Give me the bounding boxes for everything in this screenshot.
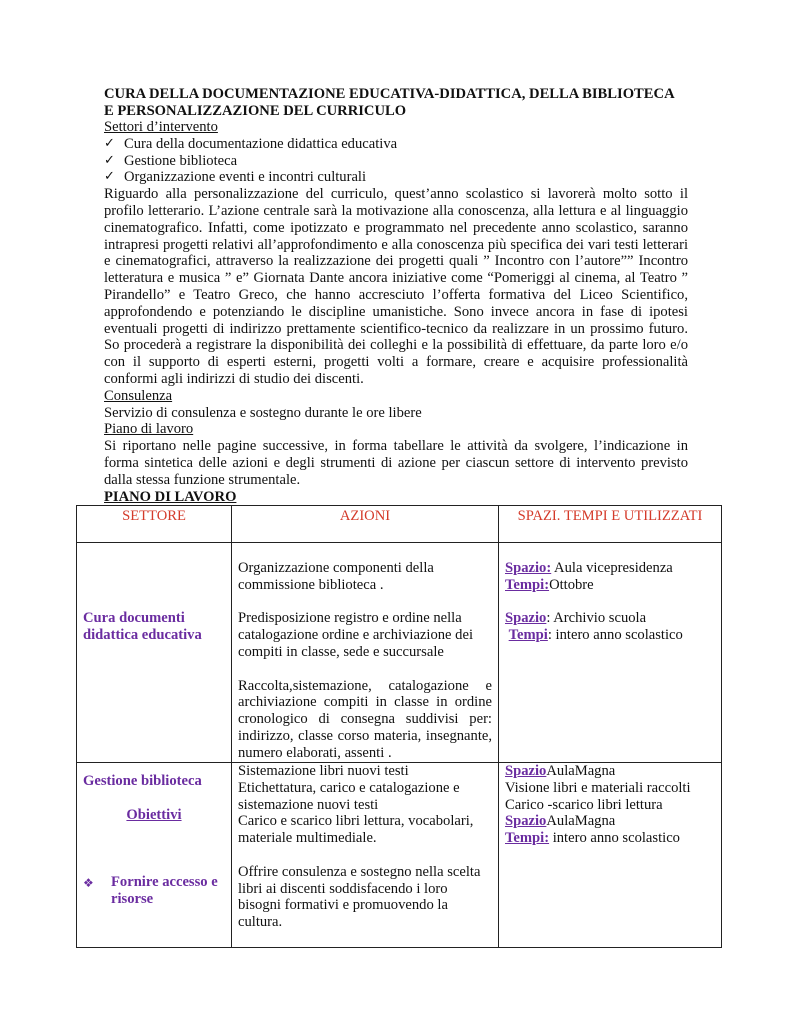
body-paragraph: Riguardo alla personalizzazione del curriculo, quest’anno scolastico si lavorerà molto sotto il profilo letterario. L’azione centrale sarà la motivazione alla conoscenza, alla lettura e al linguaggio cinematografico. Infatti, come ipotizzato e programmato nel precedente anno scolastico, saranno intrapresi progetti relativi all’approfondimento e alla conoscenza più specifica dei vari testi letterari e cinematografici, attraverso la realizzazione dei progetti quali ” Incontro con l’autore”” Incontro letteratura e musica ” e” Giornata Dante ancora iniziative come “Pomeriggi al cinema, al Teatro ” Pirandello” e Teatro Greco, che hanno accresciuto l’offerta formativa del Liceo Scientifico, approfondendo e potenziando le discipline umanistiche. Sono invece ancora in fase di ipotesi eventuali progetti di indirizzo prettamente scientifico-tecnico da realizzare in un prossimo futuro. So procederà a registrare la disponibilità dei colleghi e la possibilità di effettuare, da parte loro e/o con il supporto di esperti esterni, progetti volti a formare, creare e acquisire professionalità conformi agli indirizzi di studio dei discenti. (104, 186, 688, 387)
azione-text: Sistemazione libri nuovi testi (238, 763, 409, 779)
check-icon: ✓ (104, 152, 115, 168)
azione-text: Offrire consulenza e sostegno nella scelta libri ai discenti soddisfacendo i loro bisogni formativi e promuovendo la cultura. (238, 863, 481, 931)
tempi-label: Tempi (508, 627, 548, 644)
obiettivi-label: Obiettivi (126, 806, 182, 823)
azione-text: Raccolta,sistemazione, catalogazione e archiviazione compiti in classe in ordine cronologico di consegna suddivisi per: indirizzo, classe corso materia, insegnante, numero elaborati, assenti . (238, 677, 492, 761)
azione-text: Organizzazione componenti della commissione biblioteca . (238, 560, 434, 593)
piano-heading: Piano di lavoro (104, 421, 194, 438)
spazio-label: Spazio (505, 813, 547, 830)
check-icon: ✓ (104, 135, 115, 151)
consulenza-text: Servizio di consulenza e sostegno durante le ore libere (104, 404, 422, 421)
document-title-line1: CURA DELLA DOCUMENTAZIONE EDUCATIVA-DIDATTICA, DELLA BIBLIOTECA (104, 86, 675, 102)
table-row (77, 763, 722, 948)
tempi-label: Tempi: (505, 830, 550, 847)
spazio-label: Spazio: (505, 560, 552, 576)
settore-label: Gestione biblioteca (83, 773, 202, 789)
spazio-label: Spazio (505, 610, 547, 627)
spazio-label: Spazio (505, 763, 547, 779)
cell-spazi: SpazioAulaMagna Visione libri e materiali raccolti Carico -scarico libri lettura SpazioAulaMagna Tempi: intero anno scolastico (499, 763, 722, 948)
check-icon: ✓ (104, 169, 115, 185)
document-body (104, 86, 688, 505)
table-row (77, 543, 722, 763)
diamond-bullet-icon: ❖ (83, 875, 94, 890)
list-item: ✓ Organizzazione eventi e incontri culturali (104, 169, 367, 186)
document-title-line2: E PERSONALIZZAZIONE DEL CURRICULO (104, 102, 407, 119)
column-header-settore: SETTORE (77, 506, 232, 543)
azione-text: Predisposizione registro e ordine nella catalogazione ordine e archiviazione dei compiti in classe, sede e succursale (238, 610, 473, 660)
cell-spazi: Spazio: Aula vicepresidenza Tempi:Ottobre Spazio: Archivio scuola Tempi: intero anno scolastico (499, 543, 722, 763)
plan-title: PIANO DI LAVORO (104, 488, 237, 505)
azione-text: Etichettatura, carico e catalogazione e sistemazione nuovi testi (238, 779, 460, 813)
tempi-label: Tempi: (505, 576, 550, 593)
cell-settore (77, 763, 232, 948)
column-header-azioni: AZIONI (232, 506, 499, 543)
cell-azioni (232, 763, 499, 948)
list-item: ❖ Fornire accesso e risorse (83, 873, 218, 907)
plan-table (76, 505, 722, 948)
piano-text: Si riportano nelle pagine successive, in forma tabellare le attività da svolgere, l’indicazione in forma sintetica delle azioni e degli strumenti di azione per ciascun settore di intervento previsto dalla stessa funzione strumentale. (104, 438, 688, 488)
azione-text: Carico e scarico libri lettura, vocabolari, materiale multimediale. (238, 813, 474, 847)
settore-label: Cura documenti didattica educativa (83, 610, 202, 643)
consulenza-heading: Consulenza (104, 387, 173, 404)
cell-azioni (232, 543, 499, 763)
table-header-row (77, 506, 722, 543)
cell-settore (77, 543, 232, 763)
list-item: ✓ Gestione biblioteca (104, 152, 238, 169)
settori-list (104, 136, 688, 186)
settori-heading: Settori d’intervento (104, 119, 218, 135)
column-header-spazi: SPAZI. TEMPI E UTILIZZATI (499, 506, 722, 543)
list-item: ✓ Cura della documentazione didattica educativa (104, 135, 398, 152)
